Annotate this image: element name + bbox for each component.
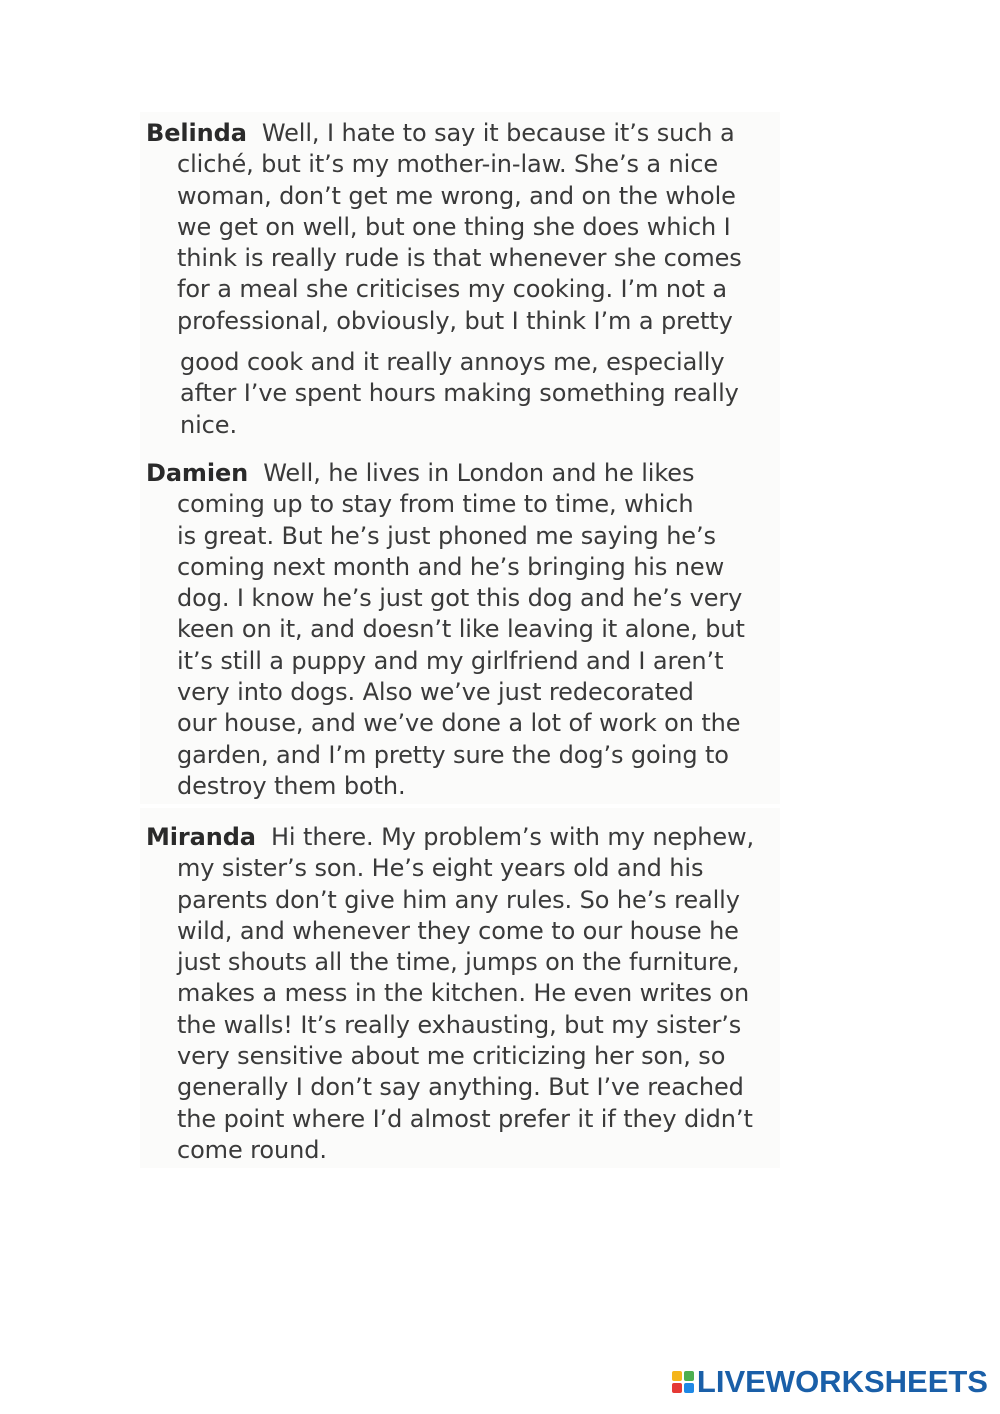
entry-text-line: the point where I’d almost prefer it if they didn’t <box>177 1104 753 1133</box>
entry-text-line: woman, don’t get me wrong, and on the whole <box>177 181 736 210</box>
logo-mark-square <box>684 1371 694 1381</box>
entry-text-line: the walls! It’s really exhausting, but my sister’s <box>177 1010 742 1039</box>
entry-damien <box>146 458 786 802</box>
entry-text-line: for a meal she criticises my cooking. I’m not a <box>177 275 727 304</box>
entry-first-line <box>146 458 786 489</box>
speaker-name: Damien <box>146 459 249 487</box>
entry-text-line: good cook and it really annoys me, especially <box>180 348 725 377</box>
liveworksheets-watermark <box>672 1364 988 1400</box>
entry-text-line: destroy them both. <box>177 771 406 800</box>
entry-text-line: come round. <box>177 1135 327 1164</box>
entry-text-line: our house, and we’ve done a lot of work on the <box>177 709 741 738</box>
speaker-name: Belinda <box>146 119 247 147</box>
entry-text-line: cliché, but it’s my mother-in-law. She’s a nice <box>177 150 718 179</box>
logo-mark-square <box>672 1383 682 1393</box>
entry-text-line: parents don’t give him any rules. So he’s really <box>177 885 740 914</box>
logo-mark-square <box>672 1371 682 1381</box>
entry-text-line: think is really rude is that whenever she comes <box>177 244 742 273</box>
entry-text-line: wild, and whenever they come to our house he <box>177 916 739 945</box>
entry-text-line: it’s still a puppy and my girlfriend and I aren’t <box>177 646 724 675</box>
liveworksheets-logo-icon <box>672 1371 694 1393</box>
entry-text-line: generally I don’t say anything. But I’ve reached <box>177 1073 744 1102</box>
entry-text-line: after I’ve spent hours making something really <box>180 379 739 408</box>
entry-first-line <box>146 822 786 853</box>
speaker-name: Miranda <box>146 823 256 851</box>
entry-text-line: my sister’s son. He’s eight years old and his <box>177 854 704 883</box>
entry-text-line: is great. But he’s just phoned me saying he’s <box>177 521 716 550</box>
entry-text-line: makes a mess in the kitchen. He even writes on <box>177 979 750 1008</box>
entry-belinda <box>146 118 786 441</box>
entry-text-line: keen on it, and doesn’t like leaving it alone, but <box>177 615 745 644</box>
entry-text-line: just shouts all the time, jumps on the furniture, <box>177 948 740 977</box>
entry-text-line: coming next month and he’s bringing his new <box>177 552 725 581</box>
liveworksheets-logo-text: LIVEWORKSHEETS <box>696 1364 988 1399</box>
entry-first-line <box>146 118 786 149</box>
entry-text-line: very sensitive about me criticizing her son, so <box>177 1042 726 1071</box>
entry-text-line: we get on well, but one thing she does which I <box>177 212 731 241</box>
entry-miranda <box>146 822 786 1166</box>
entry-text-line: dog. I know he’s just got this dog and he’s very <box>177 584 743 613</box>
entry-text-line: very into dogs. Also we’ve just redecorated <box>177 678 694 707</box>
entry-text-line: Hi there. My problem’s with my nephew, <box>270 823 755 851</box>
entry-text-line: garden, and I’m pretty sure the dog’s going to <box>177 740 729 769</box>
entry-text-line: nice. <box>180 410 237 439</box>
entry-text-line: professional, obviously, but I think I’m a pretty <box>177 306 733 335</box>
entry-text-line: Well, I hate to say it because it’s such a <box>261 119 735 147</box>
logo-mark-square <box>684 1383 694 1393</box>
entry-text-line: coming up to stay from time to time, which <box>177 490 694 519</box>
entry-text-line: Well, he lives in London and he likes <box>263 459 695 487</box>
